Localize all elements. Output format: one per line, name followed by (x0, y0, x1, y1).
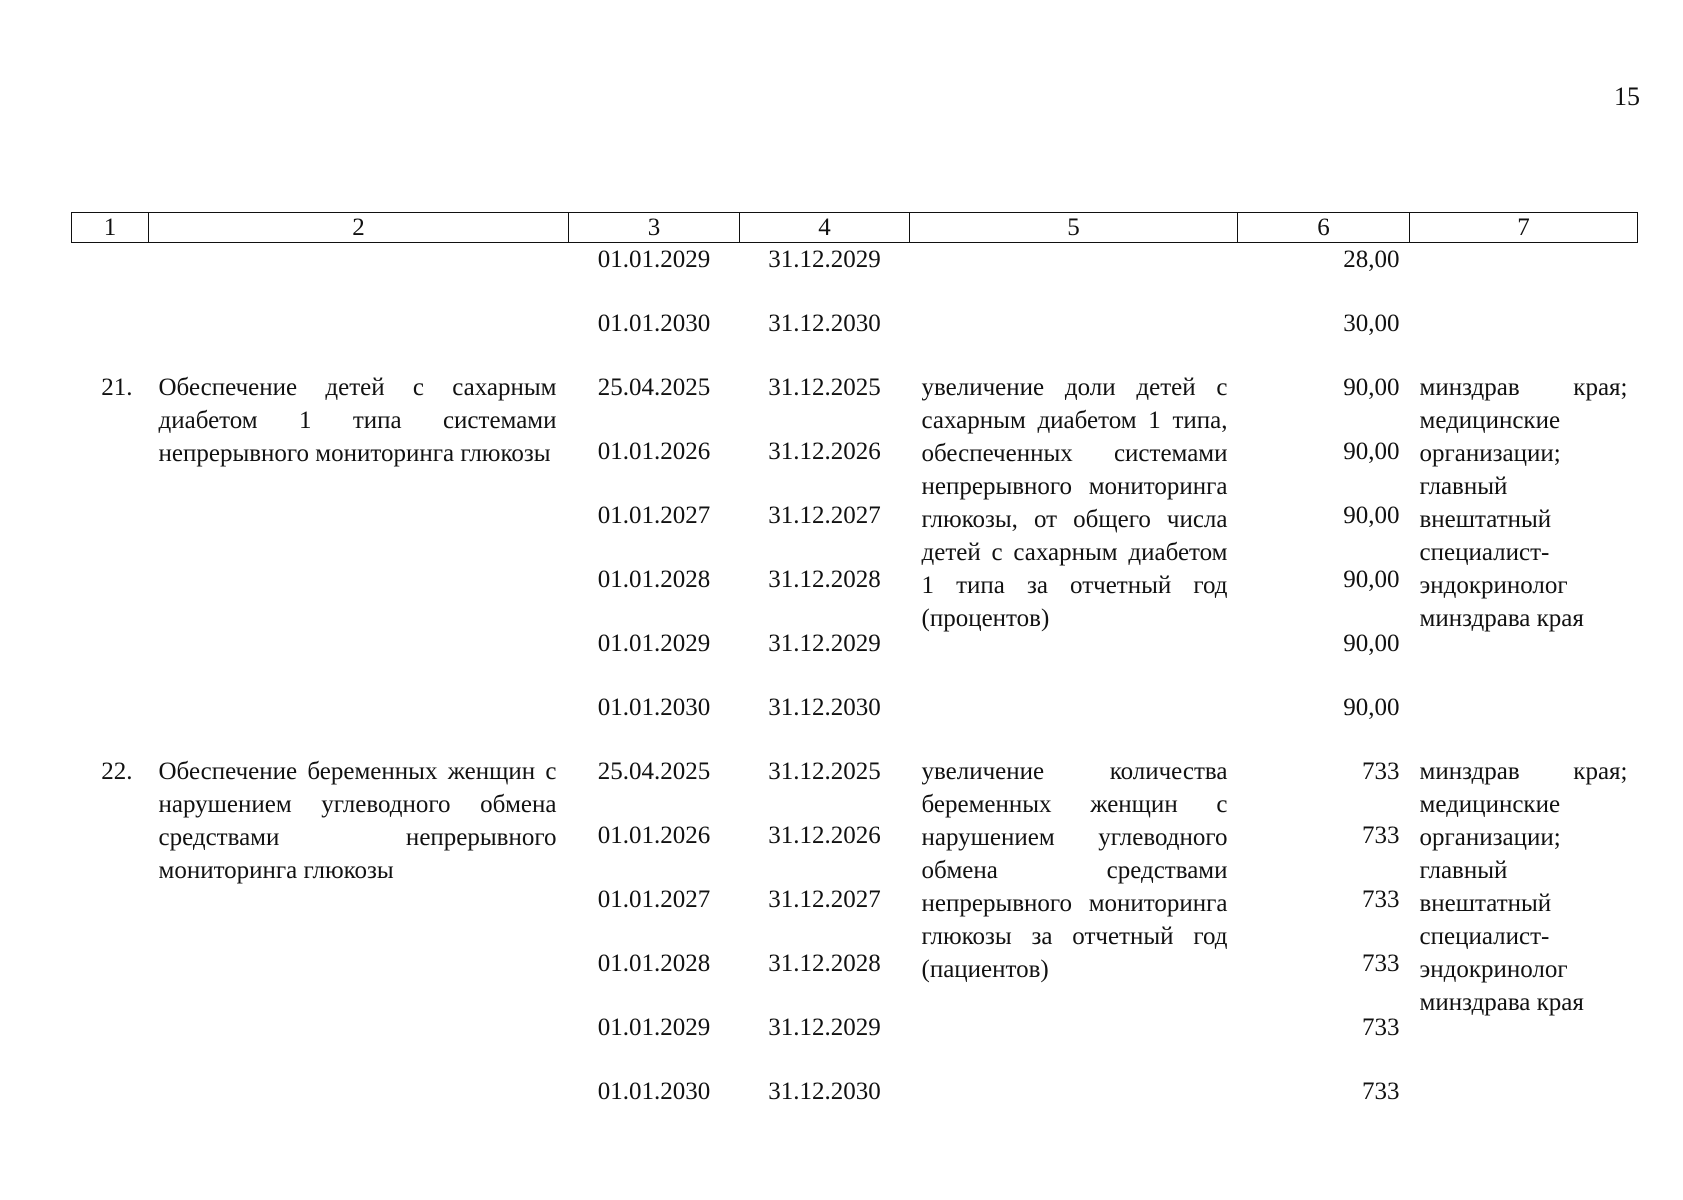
table-row (72, 243, 1638, 308)
end-date: 31.12.2030 (768, 694, 881, 721)
start-date: 01.01.2026 (597, 438, 711, 465)
target-value: 90,00 (1343, 374, 1400, 401)
target-value: 733 (1362, 758, 1400, 785)
target-value: 90,00 (1343, 630, 1400, 657)
measures-table (71, 212, 1638, 1139)
target-value: 90,00 (1343, 566, 1400, 593)
end-date: 31.12.2028 (768, 566, 881, 593)
header-col-7: 7 (1410, 213, 1638, 243)
item-number: 22. (101, 758, 133, 785)
end-date: 31.12.2026 (768, 438, 881, 465)
start-date: 01.01.2028 (597, 566, 711, 593)
target-value: 733 (1362, 1078, 1400, 1105)
table-row (72, 755, 1638, 819)
header-col-6: 6 (1238, 213, 1410, 243)
end-date: 31.12.2027 (768, 886, 881, 913)
item-description: Обеспечение детей с сахарным диабетом 1 типа системами непрерывного мониторинга глюкозы (158, 374, 557, 467)
end-date: 31.12.2029 (768, 246, 881, 273)
target-value: 28,00 (1343, 246, 1400, 273)
end-date: 31.12.2030 (768, 310, 881, 337)
target-value: 90,00 (1343, 502, 1400, 529)
start-date: 25.04.2025 (597, 374, 711, 401)
header-row (72, 213, 1638, 243)
end-date: 31.12.2028 (768, 950, 881, 977)
header-col-5: 5 (910, 213, 1238, 243)
end-date: 31.12.2025 (768, 758, 881, 785)
start-date: 01.01.2030 (597, 694, 711, 721)
end-date: 31.12.2026 (768, 822, 881, 849)
start-date: 01.01.2029 (597, 246, 711, 273)
target-value: 30,00 (1343, 310, 1400, 337)
page-number: 15 (1614, 82, 1640, 111)
end-date: 31.12.2027 (768, 502, 881, 529)
start-date: 01.01.2030 (597, 310, 711, 337)
target-value: 733 (1362, 886, 1400, 913)
end-date: 31.12.2025 (768, 374, 881, 401)
start-date: 01.01.2029 (597, 1014, 711, 1041)
target-value: 733 (1362, 1014, 1400, 1041)
header-col-4: 4 (740, 213, 910, 243)
item-responsible: минздрав края; медицинские организации; главный внештатный специалист-эндокринолог минздрава края (1419, 374, 1628, 632)
start-date: 01.01.2029 (597, 630, 711, 657)
header-col-1: 1 (72, 213, 149, 243)
target-value: 733 (1362, 822, 1400, 849)
table-header (72, 213, 1638, 243)
table-body (72, 243, 1638, 1140)
start-date: 01.01.2028 (597, 950, 711, 977)
item-number: 21. (101, 374, 133, 401)
end-date: 31.12.2030 (768, 1078, 881, 1105)
item-description: Обеспечение беременных женщин с нарушением углеводного обмена средствами непрерывного мониторинга глюкозы (158, 758, 557, 884)
target-value: 733 (1362, 950, 1400, 977)
start-date: 01.01.2027 (597, 502, 711, 529)
table-row (72, 371, 1638, 435)
header-col-3: 3 (569, 213, 740, 243)
table-row (72, 307, 1638, 371)
start-date: 01.01.2027 (597, 886, 711, 913)
start-date: 25.04.2025 (597, 758, 711, 785)
item-indicator: увеличение количества беременных женщин с нарушением углеводного обмена средствами непрерывного мониторинга глюкозы за отчетный год (пациентов) (921, 758, 1228, 983)
start-date: 01.01.2026 (597, 822, 711, 849)
target-value: 90,00 (1343, 438, 1400, 465)
item-indicator: увеличение доли детей с сахарным диабетом 1 типа, обеспеченных системами непрерывного мониторинга глюкозы, от общего числа детей с сахарным диабетом 1 типа за отчетный год (процентов) (921, 374, 1228, 632)
start-date: 01.01.2030 (597, 1078, 711, 1105)
end-date: 31.12.2029 (768, 1014, 881, 1041)
item-responsible: минздрав края; медицинские организации; главный внештатный специалист-эндокринолог минздрава края (1419, 758, 1628, 1016)
header-col-2: 2 (149, 213, 569, 243)
end-date: 31.12.2029 (768, 630, 881, 657)
target-value: 90,00 (1343, 694, 1400, 721)
